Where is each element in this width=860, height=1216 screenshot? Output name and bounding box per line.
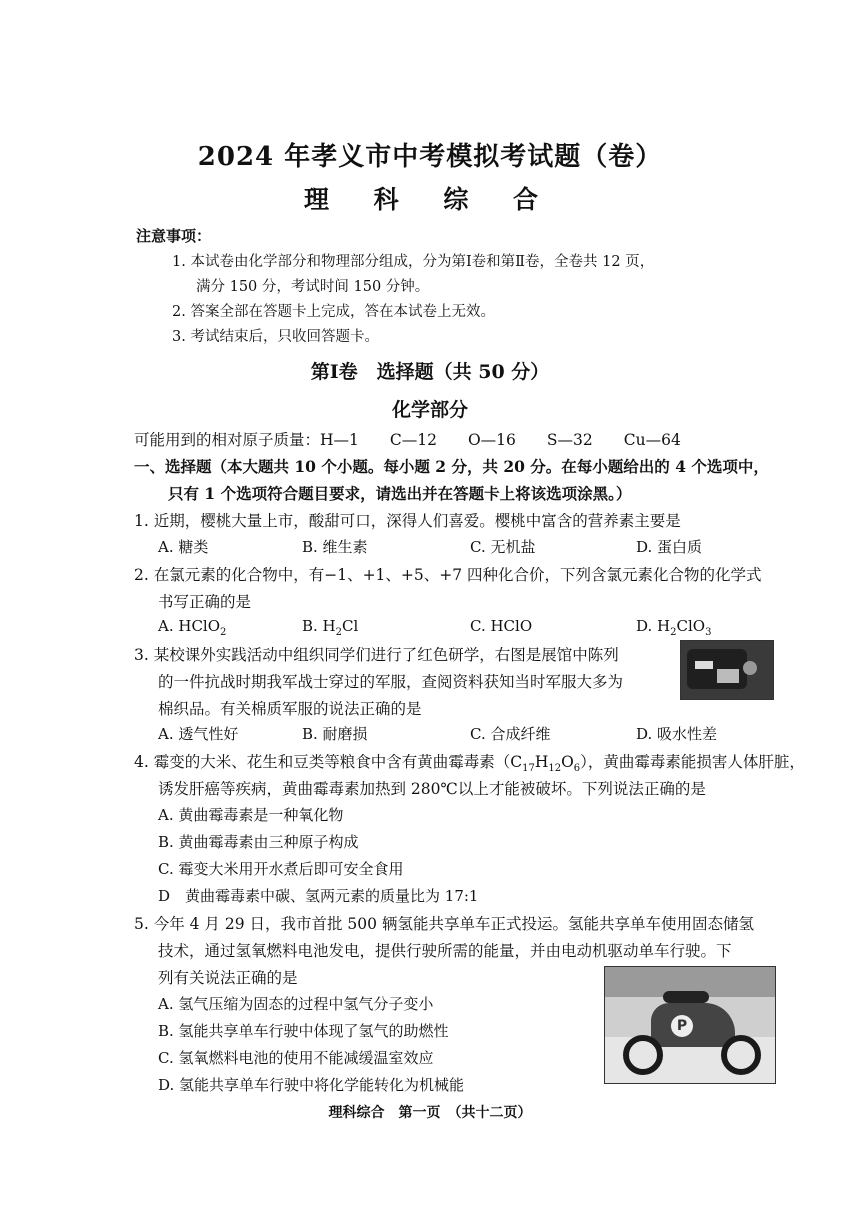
part-title: 第Ⅰ卷 选择题（共 50 分）	[310, 361, 550, 383]
q3-option-c: C. 合成纤维	[470, 725, 551, 743]
q1-option-b: B. 维生素	[302, 538, 368, 556]
q4-option-a: A. 黄曲霉毒素是一种氧化物	[158, 806, 344, 824]
page-title: 2024 年孝义市中考模拟考试题（卷）	[197, 142, 663, 172]
q1-option-c: C. 无机盐	[470, 538, 536, 556]
instructions-line-2: 只有 1 个选项符合题目要求，请选出并在答题卡上将该选项涂黑。）	[168, 484, 632, 503]
note-item-3: 3. 考试结束后，只收回答题卡。	[172, 329, 379, 345]
q2-option-d: D. $H_2ClO_3$	[636, 617, 712, 638]
q1-option-d: D. 蛋白质	[636, 538, 703, 556]
q5-option-a: A. 氢气压缩为固态的过程中氢气分子变小	[158, 995, 434, 1013]
q2-stem: 2. 在氯元素的化合物中，有−1、+1、+5、+7 四种化合价，下列含氯元素化合物的化学式	[134, 566, 762, 584]
q5-option-d: D. 氢能共享单车行驶中将化学能转化为机械能	[158, 1076, 465, 1094]
q3-option-a: A. 透气性好	[158, 725, 239, 743]
q4-stem: 4. 霉变的大米、花生和豆类等粮食中含有黄曲霉毒素$(C_{17}H_{12}O_6)$，黄曲霉毒素能损害人体肝脏，	[134, 753, 805, 775]
hydrogen-bike-photo	[604, 966, 776, 1084]
q5-stem: 5. 今年 4 月 29 日，我市首批 500 辆氢能共享单车正式投运。氢能共享单车使用固态储氢	[134, 915, 754, 933]
q3-stem-cont-1: 的一件抗战时期我军战士穿过的军服，查阅资料获知当时军服大多为	[158, 673, 624, 691]
q2-option-a: A. HClO$_2$	[158, 617, 227, 638]
q1-option-a: A. 糖类	[158, 538, 209, 556]
note-item-1: 1. 本试卷由化学部分和物理部分组成，分为第Ⅰ卷和第Ⅱ卷，全卷共 12 页，	[172, 254, 655, 270]
note-item-2: 2. 答案全部在答题卡上完成，答在本试卷上无效。	[172, 304, 495, 320]
chem-section-title: 化学部分	[391, 399, 468, 421]
q3-option-d: D. 吸水性差	[636, 725, 718, 743]
atomic-mass-line: 可能用到的相对原子质量：H—1 C—12 O—16 S—32 Cu—64	[134, 431, 681, 449]
q5-option-c: C. 氢氧燃料电池的使用不能减缓温室效应	[158, 1049, 434, 1067]
q4-option-b: B. 黄曲霉毒素由三种原子构成	[158, 833, 359, 851]
q3-stem: 3. 某校课外实践活动中组织同学们进行了红色研学，右图是展馆中陈列	[134, 646, 619, 664]
page-subtitle: 理 科 综 合	[303, 185, 557, 214]
q4-stem-cont: 诱发肝癌等疾病，黄曲霉毒素加热到 280℃以上才能被破坏。下列说法正确的是	[158, 780, 706, 798]
military-uniform-photo	[680, 640, 774, 700]
q5-option-b: B. 氢能共享单车行驶中体现了氢气的助燃性	[158, 1022, 449, 1040]
q3-stem-cont-2: 棉织品。有关棉质军服的说法正确的是	[158, 700, 422, 718]
q1-stem: 1. 近期，樱桃大量上市，酸甜可口，深得人们喜爱。樱桃中富含的营养素主要是	[134, 512, 681, 530]
page-footer: 理科综合 第一页 （共十二页）	[328, 1105, 532, 1121]
q2-option-b: B. $H_2Cl$	[302, 617, 359, 638]
q4-option-d: D 黄曲霉毒素中碳、氢两元素的质量比为 17:1	[158, 887, 479, 905]
instructions-line-1: 一、选择题（本大题共 10 个小题。每小题 2 分，共 20 分。在每小题给出的 4 个选项中，	[134, 457, 769, 476]
note-item-1-cont: 满分 150 分，考试时间 150 分钟。	[196, 279, 430, 295]
q5-stem-cont-1: 技术，通过氢氧燃料电池发电，提供行驶所需的能量，并由电动机驱动单车行驶。下	[158, 942, 732, 960]
q2-stem-cont: 书写正确的是	[158, 593, 252, 611]
q2-option-c: C. HClO	[470, 617, 533, 635]
q3-option-b: B. 耐磨损	[302, 725, 368, 743]
notes-heading: 注意事项：	[136, 227, 212, 245]
q5-stem-cont-2: 列有关说法正确的是	[158, 969, 298, 987]
q4-option-c: C. 霉变大米用开水煮后即可安全食用	[158, 860, 404, 878]
bike-logo: P	[671, 1015, 693, 1037]
